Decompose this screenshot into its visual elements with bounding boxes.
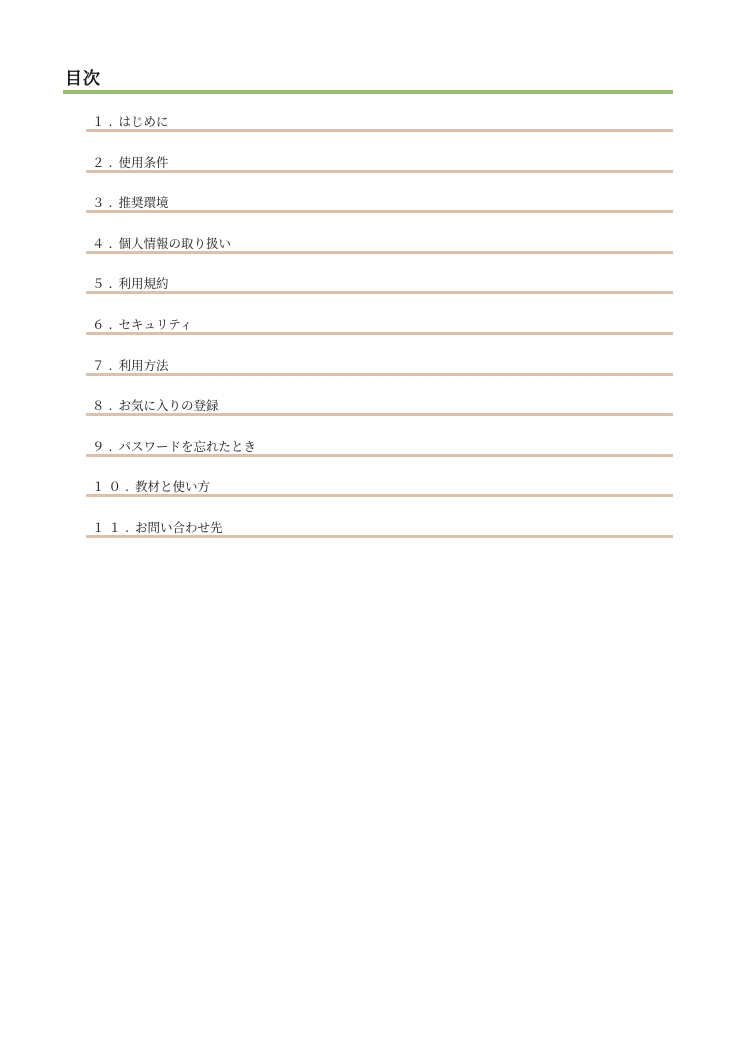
toc-item-security[interactable]: [86, 313, 673, 354]
toc-item-label: はじめに: [118, 114, 169, 129]
toc-item-label: パスワードを忘れたとき: [118, 438, 256, 454]
toc-item-introduction[interactable]: [86, 110, 673, 151]
toc-item-label: セキュリティ: [118, 316, 193, 332]
toc-item-underline: [86, 494, 673, 497]
toc-item-number: ５.: [92, 276, 117, 292]
toc-item-underline: [86, 170, 673, 173]
toc-item-underline: [86, 332, 673, 335]
toc-item-number: ６.: [92, 316, 117, 332]
toc-item-user-agreement[interactable]: [86, 272, 673, 313]
toc-item-label: 教材と使い方: [134, 479, 210, 495]
toc-item-label: 利用方法: [118, 357, 169, 373]
toc-item-materials[interactable]: [86, 475, 673, 516]
toc-item-number: １.: [92, 114, 117, 129]
toc-item-number: ４.: [92, 235, 117, 251]
toc-item-number: ３.: [92, 195, 117, 211]
toc-item-underline: [86, 373, 673, 376]
toc-item-label: 使用条件: [118, 154, 169, 170]
toc-item-forgot-password[interactable]: [86, 435, 673, 476]
toc-item-underline: [86, 535, 673, 538]
toc-item-number: １０.: [92, 479, 133, 495]
toc-item-label: お気に入りの登録: [118, 398, 219, 414]
toc-item-contact[interactable]: [86, 516, 673, 557]
toc-item-number: ９.: [92, 438, 117, 454]
toc-list: [86, 110, 673, 557]
toc-heading: 目次: [65, 69, 101, 89]
toc-item-how-to-use[interactable]: [86, 354, 673, 395]
toc-item-personal-information[interactable]: [86, 232, 673, 273]
toc-item-underline: [86, 210, 673, 213]
heading-underline: [63, 90, 673, 94]
toc-item-underline: [86, 291, 673, 294]
toc-item-number: ７.: [92, 357, 117, 373]
toc-item-number: ２.: [92, 154, 117, 170]
toc-item-label: 推奨環境: [118, 195, 169, 211]
toc-item-label: 個人情報の取り扱い: [118, 235, 231, 251]
toc-item-label: 利用規約: [118, 276, 169, 292]
toc-item-number: １１.: [92, 519, 133, 535]
toc-item-number: ８.: [92, 398, 117, 414]
toc-item-underline: [86, 251, 673, 254]
toc-item-underline: [86, 129, 673, 132]
toc-item-terms-of-use[interactable]: [86, 151, 673, 192]
toc-item-label: お問い合わせ先: [134, 519, 223, 535]
toc-item-underline: [86, 454, 673, 457]
toc-item-favorites[interactable]: [86, 394, 673, 435]
toc-item-recommended-environment[interactable]: [86, 191, 673, 232]
toc-item-underline: [86, 413, 673, 416]
